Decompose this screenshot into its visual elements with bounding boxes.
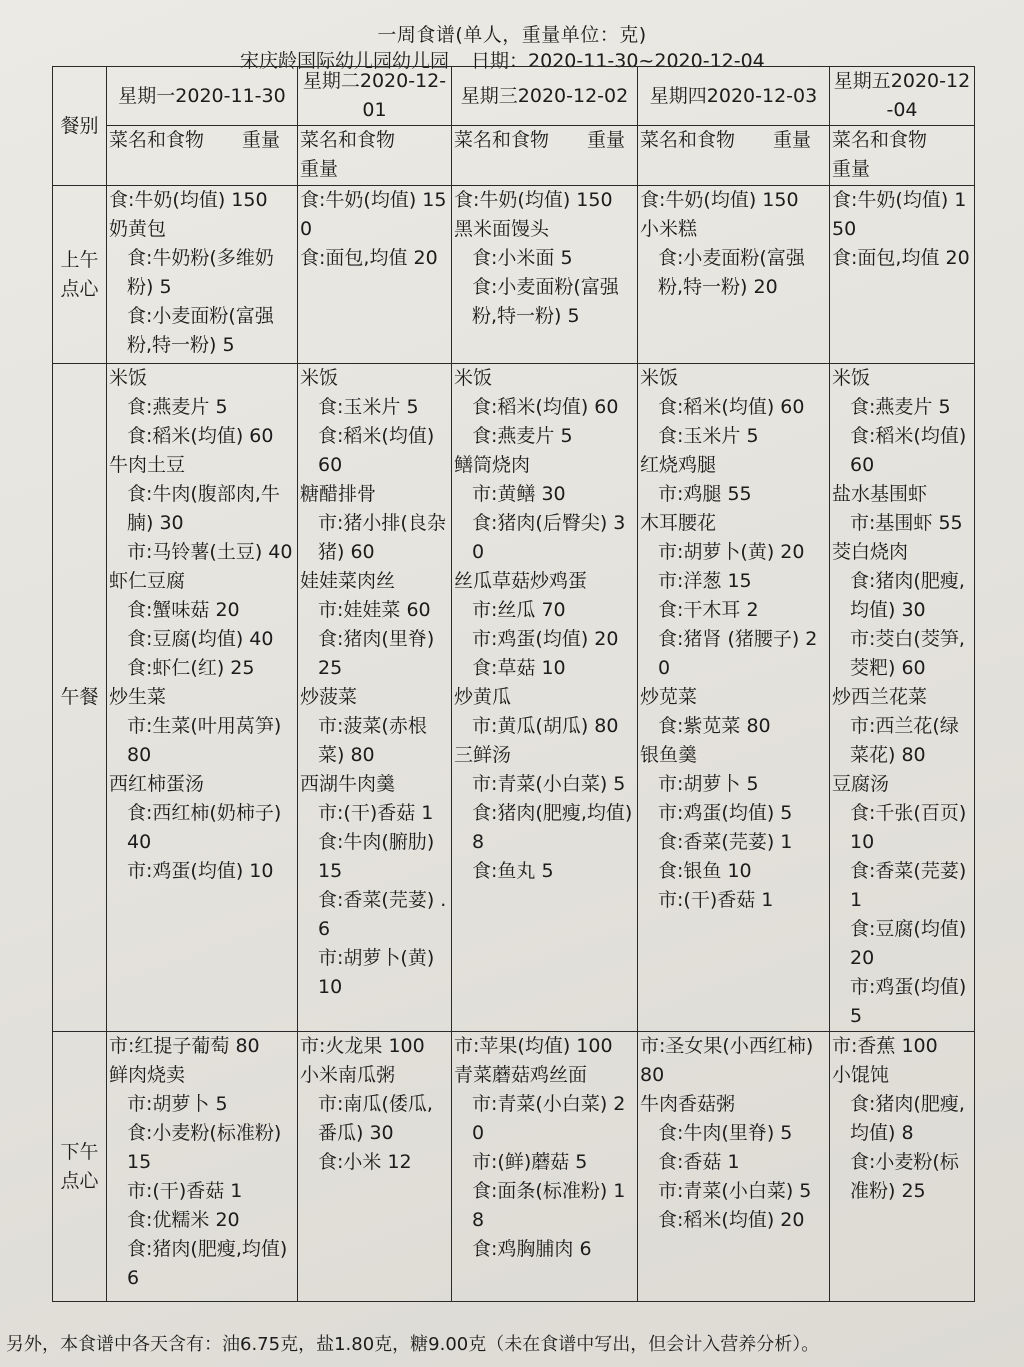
food-ingredient: 食:香菜(芫荽) 1 [850, 860, 967, 911]
food-ingredient: 食:牛肉(腹部肉,牛腩) 30 [127, 483, 280, 534]
food-ingredient: 市:鸡腿 55 [658, 483, 752, 505]
dish-name: 虾仁豆腐 [109, 570, 186, 592]
food-ingredient: 食:猪肉(肥瘦,均值) 30 [850, 570, 965, 621]
food-ingredient: 食:草菇 10 [472, 657, 566, 679]
dish-name: 西红柿蛋汤 [109, 773, 205, 795]
menu-cell [830, 186, 975, 364]
menu-cell [638, 364, 830, 1032]
date-range: 日期：2020-11-30~2020-12-04 [471, 50, 765, 72]
menu-cell [298, 364, 452, 1032]
food-ingredient: 食:小麦粉(标准粉) 15 [127, 1122, 282, 1173]
food-ingredient: 食:猪肾 (猪腰子) 20 [658, 628, 818, 679]
food-ingredient: 市:南瓜(倭瓜,番瓜) 30 [318, 1093, 433, 1144]
food-ingredient: 食:西红柿(奶柿子) 40 [127, 802, 282, 853]
food-ingredient: 食:稻米(均值) 60 [472, 396, 619, 418]
food-ingredient: 食:牛肉(腑肋) 15 [318, 831, 435, 882]
dish-name: 银鱼羹 [640, 744, 698, 766]
dish-name: 炒黄瓜 [454, 686, 512, 708]
menu-title: 一周食谱(单人，重量单位：克) [377, 24, 647, 46]
menu-cell [452, 364, 638, 1032]
dish-name: 米饭 [640, 367, 679, 389]
food-ingredient: 食:千张(百页) 10 [850, 802, 967, 853]
food-ingredient: 食:猪肉(后臀尖) 30 [472, 512, 626, 563]
dish-name: 木耳腰花 [640, 512, 717, 534]
dish-name: 红烧鸡腿 [640, 454, 717, 476]
food-ingredient: 食:稻米(均值) 60 [318, 425, 435, 476]
food-ingredient: 食:蟹味菇 20 [127, 599, 240, 621]
dish-name: 豆腐汤 [832, 773, 890, 795]
food-ingredient: 市:鸡蛋(均值) 5 [850, 976, 967, 1027]
dish-name: 食:牛奶(均值) 150 [640, 189, 799, 211]
food-ingredient: 食:稻米(均值) 60 [127, 425, 274, 447]
food-ingredient: 市:胡萝卜 5 [658, 773, 759, 795]
dish-name: 牛肉香菇粥 [640, 1093, 736, 1115]
menu-cell [107, 186, 298, 364]
column-subheader: 菜名和食物 重量 [830, 126, 975, 186]
meal-row-morning-snack [53, 186, 975, 364]
dish-name: 小米南瓜粥 [300, 1064, 396, 1086]
day-header-mon: 星期一2020-11-30 [107, 67, 298, 126]
dish-name: 西湖牛肉羹 [300, 773, 396, 795]
food-ingredient: 食:香菜(芫荽) .6 [318, 889, 447, 940]
food-ingredient: 市:黄瓜(胡瓜) 80 [472, 715, 619, 737]
food-ingredient: 食:玉米片 5 [658, 425, 759, 447]
food-ingredient: 市:基围虾 55 [850, 512, 963, 534]
food-ingredient: 市:娃娃菜 60 [318, 599, 431, 621]
dish-name: 市:香蕉 100 [832, 1035, 938, 1057]
food-ingredient: 食:猪肉(肥瘦,均值) 6 [127, 1238, 288, 1289]
food-ingredient: 食:紫苋菜 80 [658, 715, 771, 737]
food-ingredient: 食:银鱼 10 [658, 860, 752, 882]
food-ingredient: 市:西兰花(绿菜花) 80 [850, 715, 959, 766]
food-ingredient: 市:茭白(茭笋,茭粑) 60 [850, 628, 965, 679]
dish-name: 食:面包,均值 20 [300, 247, 438, 269]
dish-name: 市:圣女果(小西红柿) 80 [640, 1035, 814, 1086]
menu-cell [107, 1032, 298, 1302]
dish-name: 米饭 [109, 367, 148, 389]
food-ingredient: 市:鸡蛋(均值) 5 [658, 802, 793, 824]
dish-name: 炒生菜 [109, 686, 167, 708]
dish-name: 市:红提子葡萄 80 [109, 1035, 260, 1057]
food-ingredient: 市:菠菜(赤根菜) 80 [318, 715, 427, 766]
menu-cell [638, 1032, 830, 1302]
food-ingredient: 市:青菜(小白菜) 5 [658, 1180, 812, 1202]
meal-type-header: 餐别 [53, 67, 107, 186]
column-subheader-row [53, 126, 975, 186]
dish-name: 米饭 [832, 367, 871, 389]
food-ingredient: 食:猪肉(肥瘦,均值) 8 [472, 802, 633, 853]
dish-name: 茭白烧肉 [832, 541, 909, 563]
dish-name: 食:牛奶(均值) 150 [454, 189, 613, 211]
food-ingredient: 市:马铃薯(土豆) 40 [127, 541, 293, 563]
menu-cell [298, 186, 452, 364]
food-ingredient: 市:洋葱 15 [658, 570, 752, 592]
dish-name: 鲜肉烧卖 [109, 1064, 186, 1086]
dish-name: 牛肉土豆 [109, 454, 186, 476]
food-ingredient: 食:牛奶粉(多维奶粉) 5 [127, 247, 274, 298]
dish-name: 小馄饨 [832, 1064, 890, 1086]
food-ingredient: 食:豆腐(均值) 20 [850, 918, 967, 969]
food-ingredient: 食:玉米片 5 [318, 396, 419, 418]
dish-name: 盐水基围虾 [832, 483, 928, 505]
column-subheader: 菜名和食物 重量 [107, 126, 298, 186]
food-ingredient: 市:青菜(小白菜) 20 [472, 1093, 626, 1144]
food-ingredient: 市:青菜(小白菜) 5 [472, 773, 626, 795]
menu-cell [830, 1032, 975, 1302]
food-ingredient: 食:小麦面粉(富强粉,特一粉) 5 [127, 305, 274, 356]
food-ingredient: 市:(干)香菇 1 [318, 802, 434, 824]
day-header-wed: 星期三2020-12-02 [452, 67, 638, 126]
food-ingredient: 市:(干)香菇 1 [658, 889, 774, 911]
column-subheader: 菜名和食物 重量 [638, 126, 830, 186]
food-ingredient: 食:猪肉(里脊) 25 [318, 628, 435, 679]
food-ingredient: 食:香菇 1 [658, 1151, 740, 1173]
menu-cell [452, 1032, 638, 1302]
meal-row-lunch [53, 364, 975, 1032]
column-subheader: 菜名和食物 重量 [452, 126, 638, 186]
food-ingredient: 市:(干)香菇 1 [127, 1180, 243, 1202]
food-ingredient: 食:小麦面粉(富强粉,特一粉) 20 [658, 247, 805, 298]
footer-note: 另外，本食谱中各天含有：油6.75克，盐1.80克，糖9.00克（未在食谱中写出，但会计入营养分析）。 [6, 1334, 820, 1355]
food-ingredient: 食:小麦面粉(富强粉,特一粉) 5 [472, 276, 619, 327]
weekly-menu-table [52, 66, 975, 1302]
dish-name: 黑米面馒头 [454, 218, 550, 240]
food-ingredient: 食:小米 12 [318, 1151, 412, 1173]
food-ingredient: 市:鸡蛋(均值) 20 [472, 628, 619, 650]
day-header-row [53, 67, 975, 126]
food-ingredient: 食:稻米(均值) 60 [850, 425, 967, 476]
meal-label: 上午点心 [53, 186, 107, 364]
dish-name: 小米糕 [640, 218, 698, 240]
menu-cell [452, 186, 638, 364]
dish-name: 食:牛奶(均值) 150 [300, 189, 447, 240]
food-ingredient: 食:香菜(芫荽) 1 [658, 831, 793, 853]
dish-name: 米饭 [300, 367, 339, 389]
food-ingredient: 食:鱼丸 5 [472, 860, 554, 882]
dish-name: 丝瓜草菇炒鸡蛋 [454, 570, 588, 592]
food-ingredient: 市:猪小排(良杂猪) 60 [318, 512, 446, 563]
menu-cell [298, 1032, 452, 1302]
food-ingredient: 食:燕麦片 5 [127, 396, 228, 418]
dish-name: 娃娃菜肉丝 [300, 570, 396, 592]
dish-name: 炒西兰花菜 [832, 686, 928, 708]
food-ingredient: 食:稻米(均值) 20 [658, 1209, 805, 1231]
food-ingredient: 市:丝瓜 70 [472, 599, 566, 621]
column-subheader: 菜名和食物 重量 [298, 126, 452, 186]
food-ingredient: 市:(鲜)蘑菇 5 [472, 1151, 588, 1173]
school-name: 宋庆龄国际幼儿园幼儿园 [240, 50, 450, 72]
food-ingredient: 食:牛肉(里脊) 5 [658, 1122, 793, 1144]
dish-name: 米饭 [454, 367, 493, 389]
dish-name: 食:面包,均值 20 [832, 247, 970, 269]
food-ingredient: 市:胡萝卜(黄) 10 [318, 947, 435, 998]
dish-name: 青菜蘑菇鸡丝面 [454, 1064, 588, 1086]
dish-name: 炒苋菜 [640, 686, 698, 708]
dish-name: 三鲜汤 [454, 744, 512, 766]
food-ingredient: 食:鸡胸脯肉 6 [472, 1238, 592, 1260]
meal-label: 午餐 [53, 364, 107, 1032]
menu-cell [830, 364, 975, 1032]
food-ingredient: 食:豆腐(均值) 40 [127, 628, 274, 650]
menu-cell [638, 186, 830, 364]
dish-name: 糖醋排骨 [300, 483, 377, 505]
food-ingredient: 食:小麦粉(标准粉) 25 [850, 1151, 959, 1202]
dish-name: 鳝筒烧肉 [454, 454, 531, 476]
meal-label: 下午点心 [53, 1032, 107, 1302]
food-ingredient: 食:虾仁(红) 25 [127, 657, 255, 679]
menu-cell [107, 364, 298, 1032]
food-ingredient: 食:稻米(均值) 60 [658, 396, 805, 418]
dish-name: 食:牛奶(均值) 150 [109, 189, 268, 211]
food-ingredient: 食:小米面 5 [472, 247, 573, 269]
dish-name: 市:苹果(均值) 100 [454, 1035, 613, 1057]
food-ingredient: 食:猪肉(肥瘦,均值) 8 [850, 1093, 965, 1144]
food-ingredient: 市:黄鳝 30 [472, 483, 566, 505]
dish-name: 炒菠菜 [300, 686, 358, 708]
food-ingredient: 食:干木耳 2 [658, 599, 759, 621]
food-ingredient: 市:胡萝卜(黄) 20 [658, 541, 805, 563]
food-ingredient: 市:胡萝卜 5 [127, 1093, 228, 1115]
food-ingredient: 食:燕麦片 5 [472, 425, 573, 447]
dish-name: 奶黄包 [109, 218, 167, 240]
food-ingredient: 食:优糯米 20 [127, 1209, 240, 1231]
dish-name: 市:火龙果 100 [300, 1035, 425, 1057]
dish-name: 食:牛奶(均值) 150 [832, 189, 967, 240]
day-header-fri: 星期五2020-12-04 [830, 67, 975, 126]
food-ingredient: 食:面条(标准粉) 18 [472, 1180, 626, 1231]
food-ingredient: 食:燕麦片 5 [850, 396, 951, 418]
day-header-thu: 星期四2020-12-03 [638, 67, 830, 126]
meal-row-afternoon-snack [53, 1032, 975, 1302]
food-ingredient: 市:鸡蛋(均值) 10 [127, 860, 274, 882]
food-ingredient: 市:生菜(叶用莴笋) 80 [127, 715, 282, 766]
day-header-tue: 星期二2020-12-01 [298, 67, 452, 126]
